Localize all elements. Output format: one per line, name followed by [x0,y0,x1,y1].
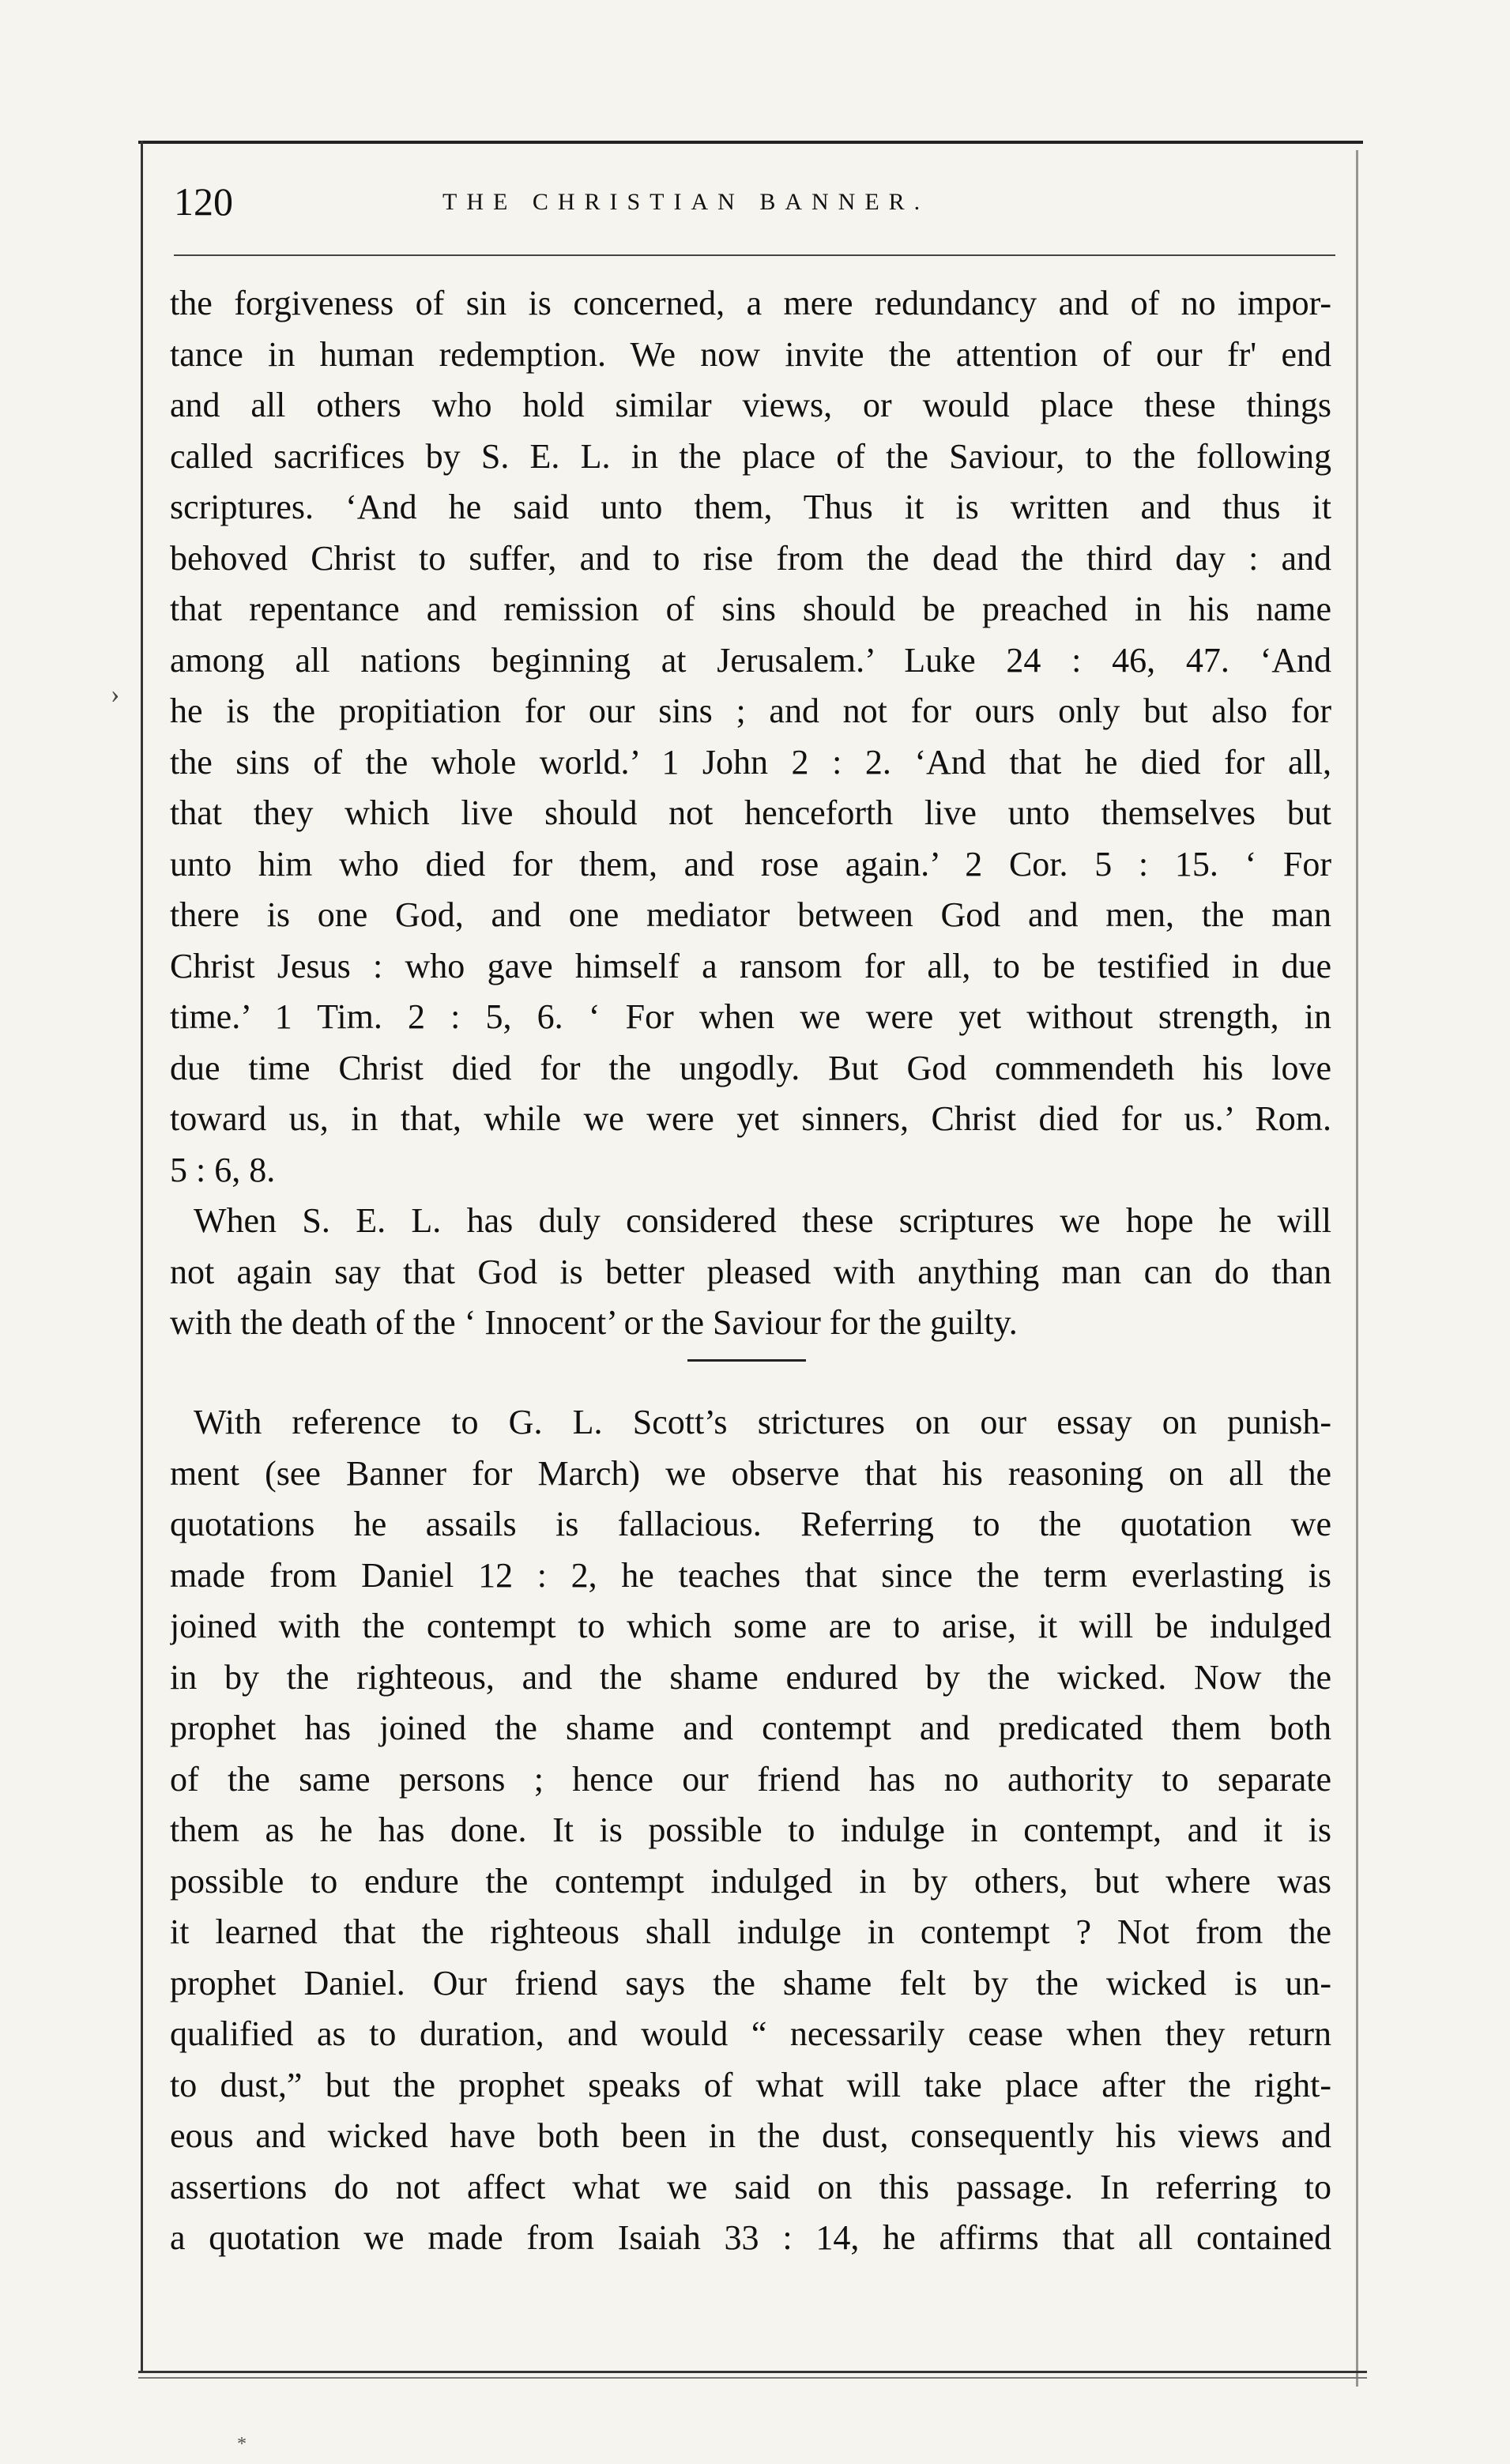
header-rule [174,254,1335,256]
paragraph-section-2 [170,1196,1331,1349]
text-line: joined with the contempt to which some are to arise, it will be indulged [170,1607,1331,1645]
text-line: them as he has done. It is possible to indulge in contempt, and it is [170,1810,1331,1849]
text-line: 5 : 6, 8. [170,1150,276,1189]
text-line: time.’ 1 Tim. 2 : 5, 6. ‘ For when we were yet without strength, in [170,997,1331,1036]
paragraph-section-1 [170,278,1331,1196]
text-line: that repentance and remission of sins should be preached in his name [170,590,1331,628]
text-line: of the same persons ; hence our friend has no authority to separate [170,1759,1331,1799]
text-line: not again say that God is better pleased with anything man can do than [170,1252,1331,1291]
text-line: eous and wicked have both been in the dust, consequently his views and [170,2116,1331,2155]
right-rule [1356,150,1358,2387]
text-line: prophet Daniel. Our friend says the shame felt by the wicked is un- [170,1963,1331,2002]
top-rule [138,141,1363,144]
text-line: the sins of the whole world.’ 1 John 2 : 2. ‘And that he died for all, [170,742,1331,782]
text-line: When S. E. L. has duly considered these scriptures we hope he will [194,1201,1331,1240]
text-line: with the death of the ‘ Innocent’ or the Saviour for the guilty. [170,1303,1018,1342]
text-line: scriptures. ‘And he said unto them, Thus it is written and thus it [170,488,1331,526]
text-line: in by the righteous, and the shame endured by the wicked. Now the [170,1657,1331,1697]
text-line: possible to endure the contempt indulged in by others, but where was [170,1861,1331,1901]
text-line: made from Daniel 12 : 2, he teaches that since the term everlasting is [170,1555,1331,1595]
text-line: behoved Christ to suffer, and to rise from the dead the third day : and [170,538,1331,578]
text-line: to dust,” but the prophet speaks of what will take place after the right- [170,2065,1331,2104]
text-line: there is one God, and one mediator between God and men, the man [170,895,1331,934]
page-header [174,174,1327,229]
text-line: and all others who hold similar views, or would place these things [170,386,1331,424]
text-line: that they which live should not henceforth live unto themselves but [170,793,1331,832]
paragraph-section-3 [170,1397,1331,2264]
margin-mark: › [111,680,120,709]
footer-mark: * [237,2434,247,2455]
bottom-rule-secondary [138,2377,1367,2379]
text-line: a quotation we made from Isaiah 33 : 14, he affirms that all contained [170,2218,1331,2257]
text-line: called sacrifices by S. E. L. in the place of the Saviour, to the following [170,436,1331,476]
text-line: among all nations beginning at Jerusalem.’ Luke 24 : 46, 47. ‘And [170,640,1331,680]
text-line: ment (see Banner for March) we observe that his reasoning on all the [170,1453,1331,1493]
text-line: tance in human redemption. We now invite the attention of our fr' end [170,334,1331,374]
section-divider [687,1359,806,1362]
text-line: the forgiveness of sin is concerned, a mere redundancy and of no impor- [170,284,1331,322]
text-line: Christ Jesus : who gave himself a ransom for all, to be testified in due [170,946,1331,985]
running-title: THE CHRISTIAN BANNER. [442,189,930,215]
text-line: due time Christ died for the ungodly. But God commendeth his love [170,1048,1331,1087]
text-line: he is the propitiation for our sins ; and not for ours only but also for [170,691,1331,730]
left-rule [141,141,143,2371]
text-line: assertions do not affect what we said on this passage. In referring to [170,2167,1331,2206]
text-line: qualified as to duration, and would “ necessarily cease when they return [170,2014,1331,2053]
text-line: quotations he assails is fallacious. Referring to the quotation we [170,1505,1331,1543]
text-line: toward us, in that, while we were yet sinners, Christ died for us.’ Rom. [170,1099,1331,1138]
page-number: 120 [174,179,233,224]
text-line: unto him who died for them, and rose again.’ 2 Cor. 5 : 15. ‘ For [170,844,1331,883]
text-line: it learned that the righteous shall indulge in contempt ? Not from the [170,1912,1331,1951]
text-line: With reference to G. L. Scott’s strictures on our essay on punish- [194,1403,1331,1441]
bottom-rule [138,2371,1367,2373]
text-line: prophet has joined the shame and contempt and predicated them both [170,1709,1331,1747]
